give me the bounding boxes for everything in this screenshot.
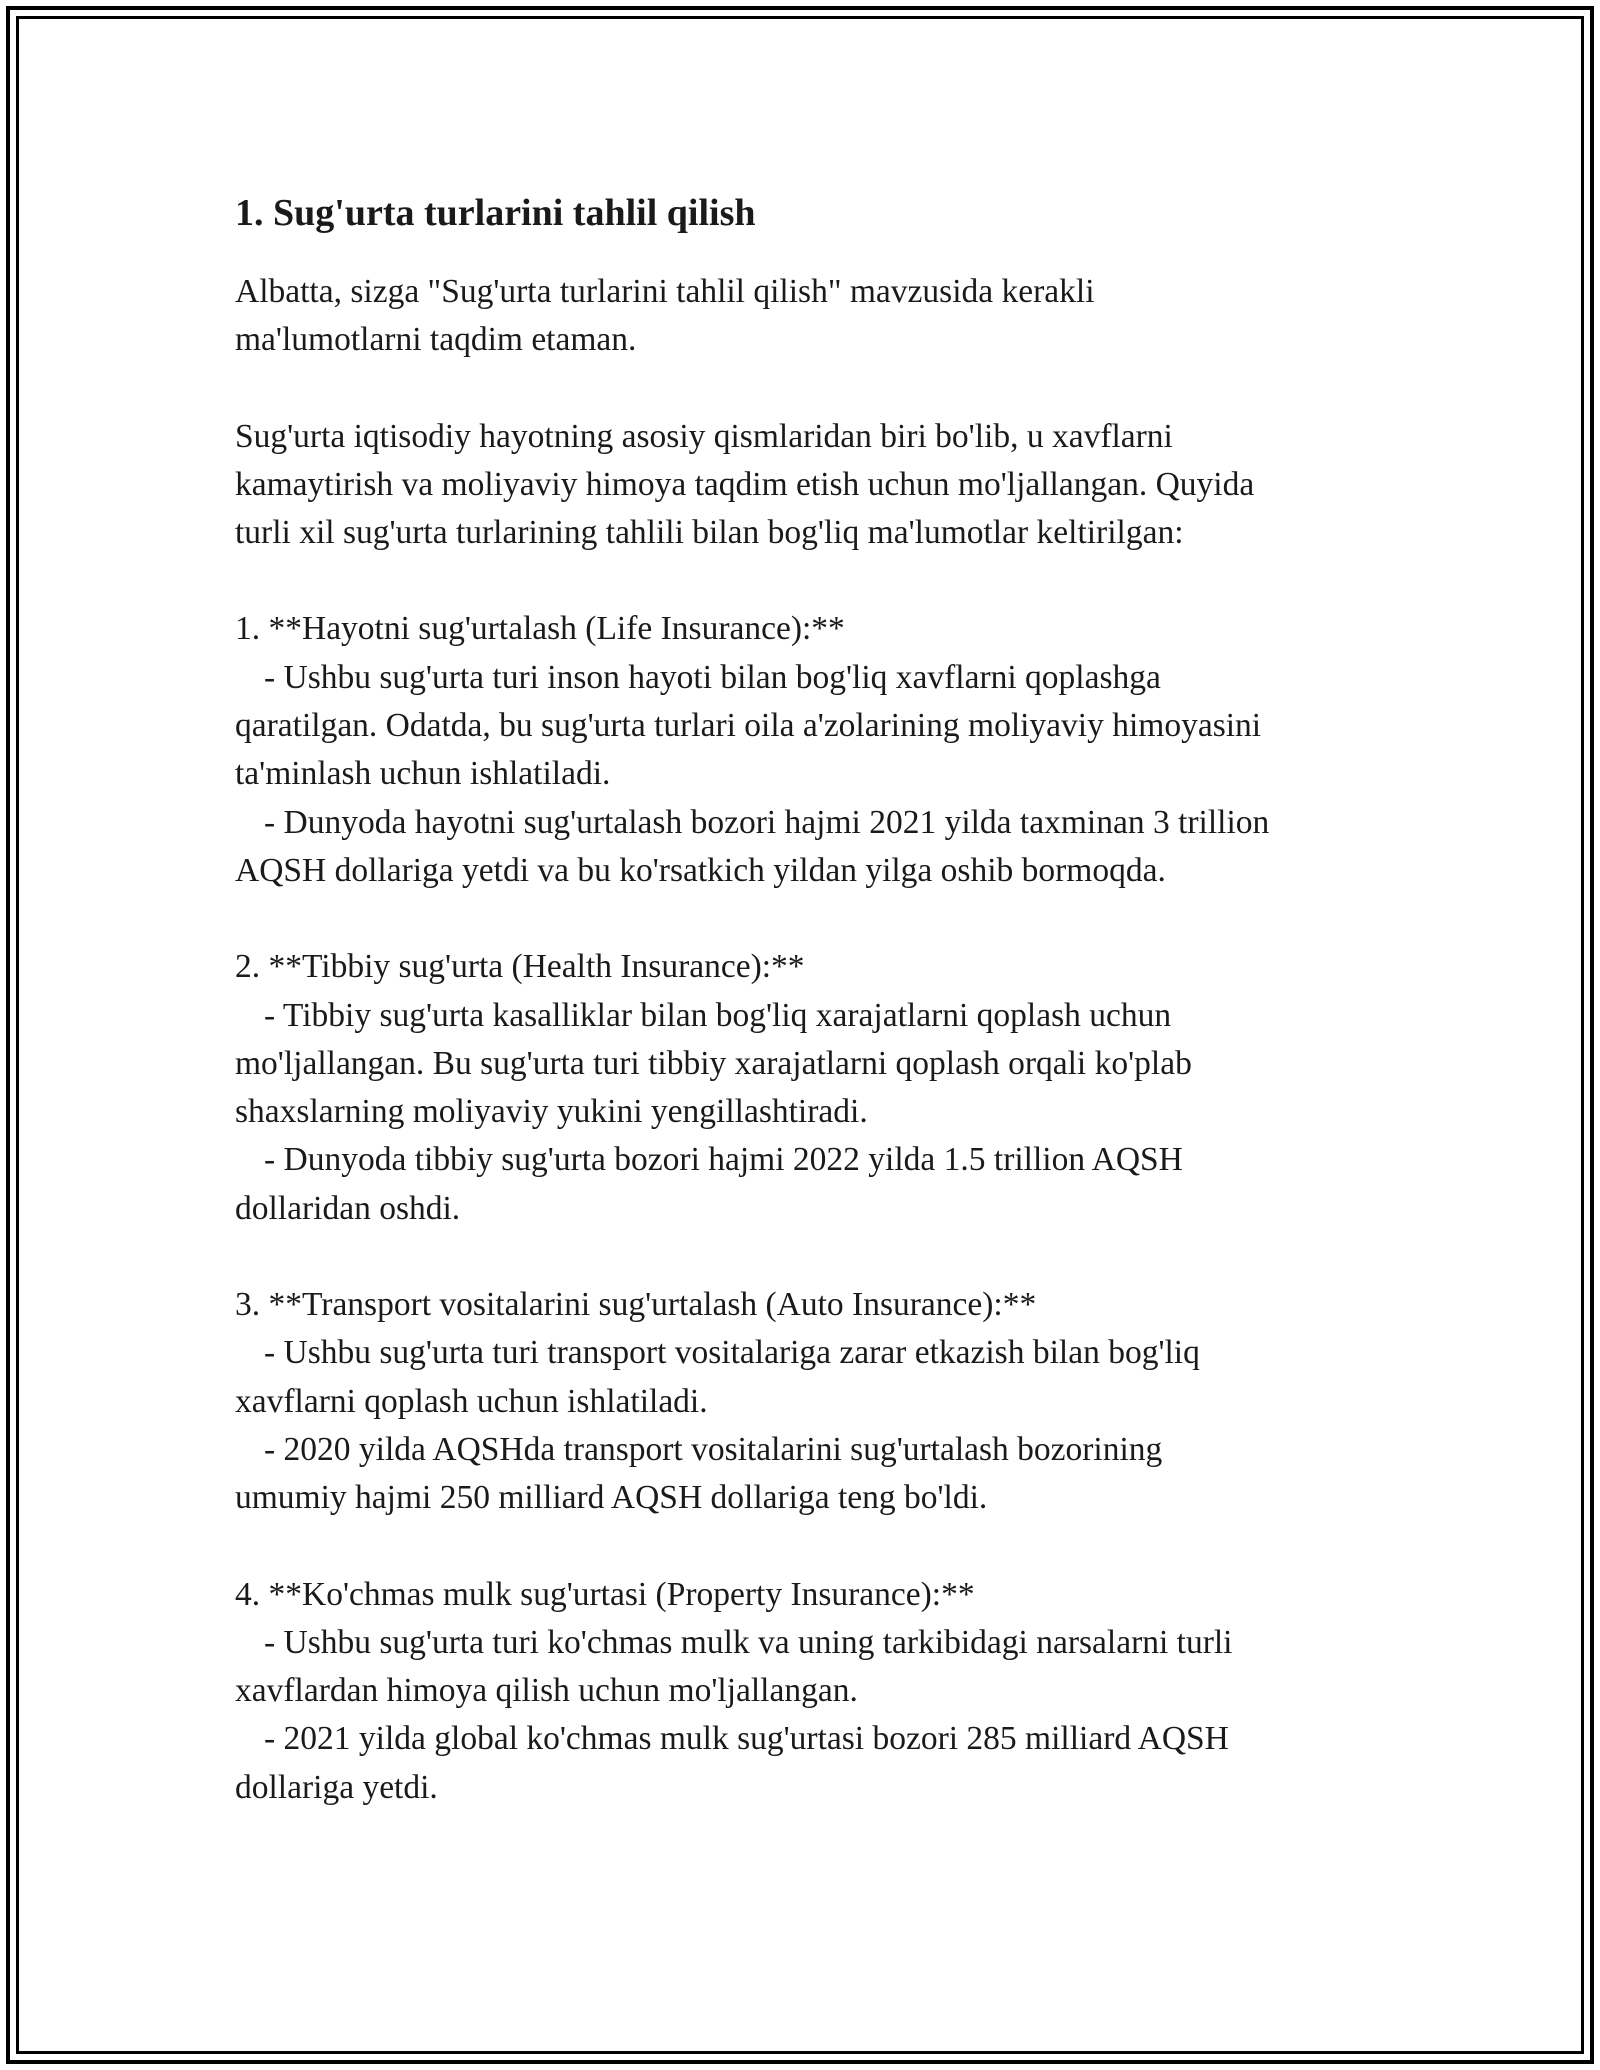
bullet-point-line: - Ushbu sug'urta turi ko'chmas mulk va uning tarkibidagi narsalarni turli [264,1623,1233,1661]
intro-line: Albatta, sizga "Sug'urta turlarini tahlil qilish" mavzusida kerakli [235,273,1095,310]
insurance-type-item [235,943,1405,1233]
bullet-continuation-line: dollaridan oshdi. [235,1189,461,1227]
bullet-point-line: - Ushbu sug'urta turi transport vositalariga zarar etkazish bilan bog'liq [264,1334,1200,1372]
overview-line: turli xil sug'urta turlarining tahlili bilan bog'liq ma'lumotlar keltirilgan: [235,514,1184,552]
insurance-type-item [235,605,1405,895]
page-title: 1. Sug'urta turlarini tahlil qilish [235,192,756,234]
bullet-continuation-line: AQSH dollariga yetdi va bu ko'rsatkich yildan yilga oshib bormoqda. [235,851,1166,889]
bullet-continuation-line: xavflardan himoya qilish uchun mo'ljallangan. [235,1672,858,1710]
bullet-continuation-line: xavflarni qoplash uchun ishlatiladi. [235,1382,708,1420]
bullet-point-line: - 2021 yilda global ko'chmas mulk sug'urtasi bozori 285 milliard AQSH [264,1720,1229,1758]
overview-line: Sug'urta iqtisodiy hayotning asosiy qismlaridan biri bo'lib, u xavflarni [235,417,1173,455]
overview-paragraph [235,413,1405,558]
bullet-point-line: - Dunyoda hayotni sug'urtalash bozori hajmi 2021 yilda taxminan 3 trillion [264,803,1270,841]
overview-line: kamaytirish va moliyaviy himoya taqdim etish uchun mo'ljallangan. Quyida [235,465,1255,503]
bullet-continuation-line: ta'minlash uchun ishlatiladi. [235,755,611,793]
bullet-continuation-line: mo'ljallangan. Bu sug'urta turi tibbiy xarajatlarni qoplash orqali ko'plab [235,1044,1192,1082]
insurance-type-title: 3. **Transport vositalarini sug'urtalash (Auto Insurance):** [235,1286,1037,1324]
intro-paragraph [235,268,1405,365]
bullet-continuation-line: dollariga yetdi. [235,1768,438,1806]
document-body [235,182,1405,1860]
bullet-continuation-line: umumiy hajmi 250 milliard AQSH dollariga teng bo'ldi. [235,1479,988,1517]
insurance-types-list [235,605,1405,1812]
bullet-point-line: - 2020 yilda AQSHda transport vositalarini sug'urtalash bozorining [264,1430,1163,1468]
bullet-point-line: - Tibbiy sug'urta kasalliklar bilan bog'liq xarajatlarni qoplash uchun [264,996,1172,1034]
insurance-type-title: 1. **Hayotni sug'urtalash (Life Insurance):** [235,610,845,648]
insurance-type-title: 4. **Ko'chmas mulk sug'urtasi (Property Insurance):** [235,1575,975,1613]
insurance-type-title: 2. **Tibbiy sug'urta (Health Insurance):** [235,948,805,986]
bullet-point-line: - Ushbu sug'urta turi inson hayoti bilan bog'liq xavflarni qoplashga [264,658,1161,696]
bullet-continuation-line: shaxslarning moliyaviy yukini yengillashtiradi. [235,1093,868,1131]
insurance-type-item [235,1571,1405,1812]
intro-line: ma'lumotlarni taqdim etaman. [235,321,637,359]
insurance-type-item [235,1281,1405,1522]
bullet-point-line: - Dunyoda tibbiy sug'urta bozori hajmi 2022 yilda 1.5 trillion AQSH [264,1141,1183,1179]
bullet-continuation-line: qaratilgan. Odatda, bu sug'urta turlari oila a'zolarining moliyaviy himoyasini [235,707,1262,745]
